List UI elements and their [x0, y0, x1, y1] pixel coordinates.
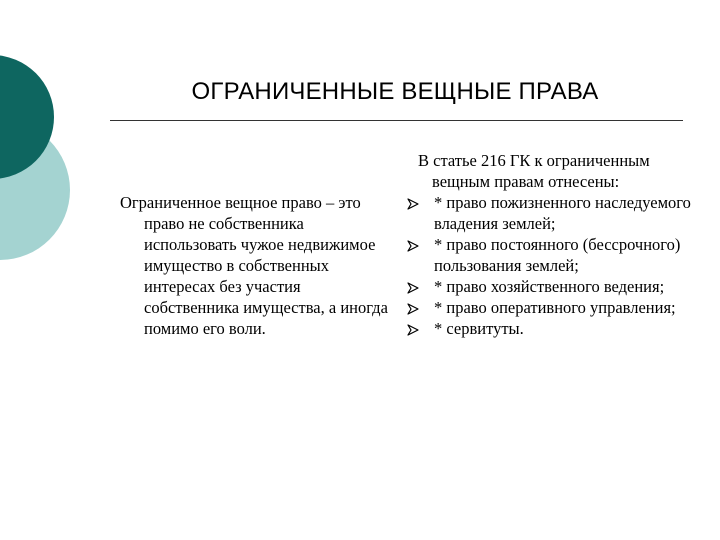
article-intro-text: В статье 216 ГК к ограниченным вещным правам отнесены:: [418, 151, 650, 191]
list-item: [405, 192, 695, 234]
arrowhead-bullet-icon: [407, 303, 419, 315]
left-column: [120, 192, 390, 339]
slide-title: ОГРАНИЧЕННЫЕ ВЕЩНЫЕ ПРАВА: [191, 78, 599, 105]
title-divider: [110, 120, 683, 121]
arrowhead-bullet-icon: [407, 324, 419, 336]
list-item-text: * право оперативного управления;: [434, 298, 676, 317]
list-item: [405, 234, 695, 276]
arrowhead-bullet-icon: [407, 282, 419, 294]
list-item-text: * право постоянного (бессрочного) пользования землей;: [434, 235, 681, 275]
list-item: [405, 318, 695, 339]
list-item: [405, 276, 695, 297]
list-item-text: * сервитуты.: [434, 319, 524, 338]
list-item-text: * право пожизненного наследуемого владения землей;: [434, 193, 691, 233]
arrowhead-bullet-icon: [407, 240, 419, 252]
definition-text: Ограниченное вещное право – это право не собственника использовать чужое недвижимое имущество в собственных интересах без участия собственника имущества, а иногда помимо его воли.: [120, 193, 388, 338]
list-item: [405, 297, 695, 318]
right-column: [405, 150, 695, 339]
rights-list: [405, 192, 695, 339]
list-item-text: * право хозяйственного ведения;: [434, 277, 665, 296]
decorative-circles: [0, 0, 130, 300]
arrowhead-bullet-icon: [407, 198, 419, 210]
